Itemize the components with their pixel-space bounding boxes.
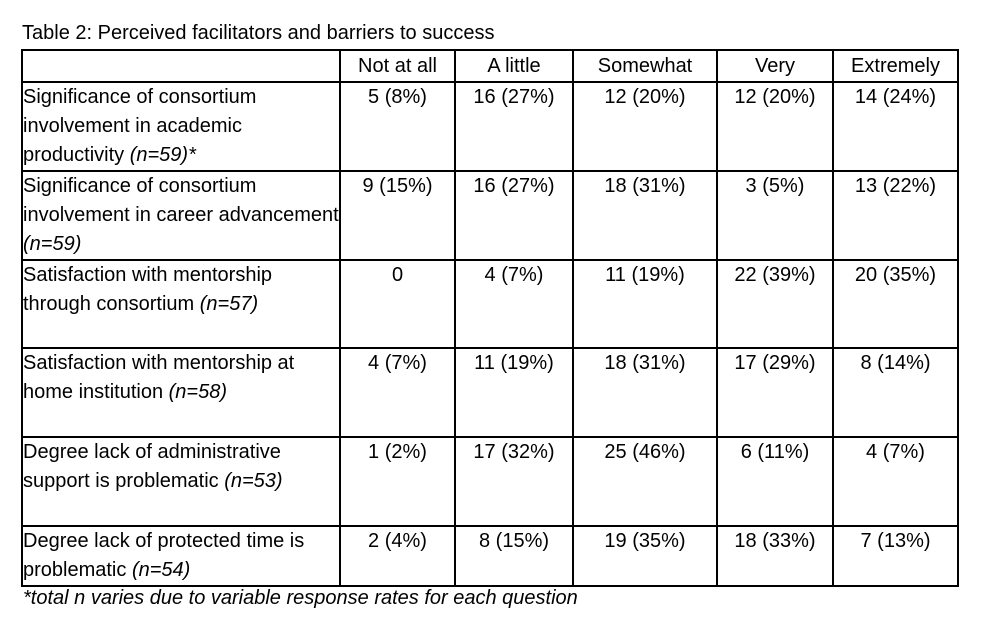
table-row <box>22 348 958 437</box>
column-header-a-little: A little <box>455 50 573 82</box>
table-cell: 3 (5%) <box>717 171 833 260</box>
table-cell: 17 (32%) <box>455 437 573 526</box>
table-cell: 17 (29%) <box>717 348 833 437</box>
sample-size-note: (n=58) <box>168 381 228 403</box>
table-footnote: *total n varies due to variable response rates for each question <box>23 587 578 609</box>
table-cell: 6 (11%) <box>717 437 833 526</box>
table-row <box>22 526 958 586</box>
row-label-text: Significance of consortium involvement in academic productivity <box>23 86 257 166</box>
table-cell: 7 (13%) <box>833 526 958 586</box>
row-label <box>22 348 340 437</box>
table-cell: 9 (15%) <box>340 171 455 260</box>
sample-size-note: (n=53) <box>224 470 283 492</box>
table-cell: 19 (35%) <box>573 526 717 586</box>
table-cell: 8 (15%) <box>455 526 573 586</box>
row-label-text: Significance of consortium involvement in career advancement <box>23 175 339 226</box>
table-cell: 11 (19%) <box>455 348 573 437</box>
row-label-text: Satisfaction with mentorship through consortium <box>23 264 273 315</box>
data-table <box>21 49 959 587</box>
row-label <box>22 526 340 586</box>
table-cell: 11 (19%) <box>573 260 717 348</box>
table-cell: 4 (7%) <box>833 437 958 526</box>
table-cell: 4 (7%) <box>455 260 573 348</box>
row-label <box>22 82 340 171</box>
column-header-not-at-all: Not at all <box>340 50 455 82</box>
column-header-very: Very <box>717 50 833 82</box>
table-caption: Table 2: Perceived facilitators and barriers to success <box>22 22 495 44</box>
table-cell: 25 (46%) <box>573 437 717 526</box>
column-header-somewhat: Somewhat <box>573 50 717 82</box>
table-row <box>22 260 958 348</box>
table-row <box>22 437 958 526</box>
table-cell: 0 <box>340 260 455 348</box>
table-row <box>22 82 958 171</box>
header-row <box>22 50 958 82</box>
row-label <box>22 260 340 348</box>
row-label-text: Degree lack of administrative support is problematic <box>23 441 281 492</box>
row-label-text: Degree lack of protected time is problematic <box>23 530 305 581</box>
table-cell: 8 (14%) <box>833 348 958 437</box>
table-cell: 1 (2%) <box>340 437 455 526</box>
table-cell: 18 (33%) <box>717 526 833 586</box>
table-cell: 2 (4%) <box>340 526 455 586</box>
sample-size-note: (n=59) <box>23 233 82 255</box>
table-cell: 13 (22%) <box>833 171 958 260</box>
sample-size-note: (n=57) <box>199 293 259 315</box>
table-cell: 22 (39%) <box>717 260 833 348</box>
table-row <box>22 171 958 260</box>
table-cell: 5 (8%) <box>340 82 455 171</box>
table-cell: 12 (20%) <box>717 82 833 171</box>
table-cell: 18 (31%) <box>573 171 717 260</box>
sample-size-note: (n=54) <box>131 559 191 581</box>
table-cell: 20 (35%) <box>833 260 958 348</box>
table-cell: 18 (31%) <box>573 348 717 437</box>
table-cell: 16 (27%) <box>455 82 573 171</box>
table-cell: 12 (20%) <box>573 82 717 171</box>
table-cell: 16 (27%) <box>455 171 573 260</box>
row-label <box>22 171 340 260</box>
row-label-text: Satisfaction with mentorship at home institution <box>23 352 295 403</box>
table-cell: 14 (24%) <box>833 82 958 171</box>
row-label <box>22 437 340 526</box>
column-header-extremely: Extremely <box>833 50 958 82</box>
column-header-empty <box>22 50 340 82</box>
table-cell: 4 (7%) <box>340 348 455 437</box>
sample-size-note: (n=59)* <box>129 144 196 166</box>
